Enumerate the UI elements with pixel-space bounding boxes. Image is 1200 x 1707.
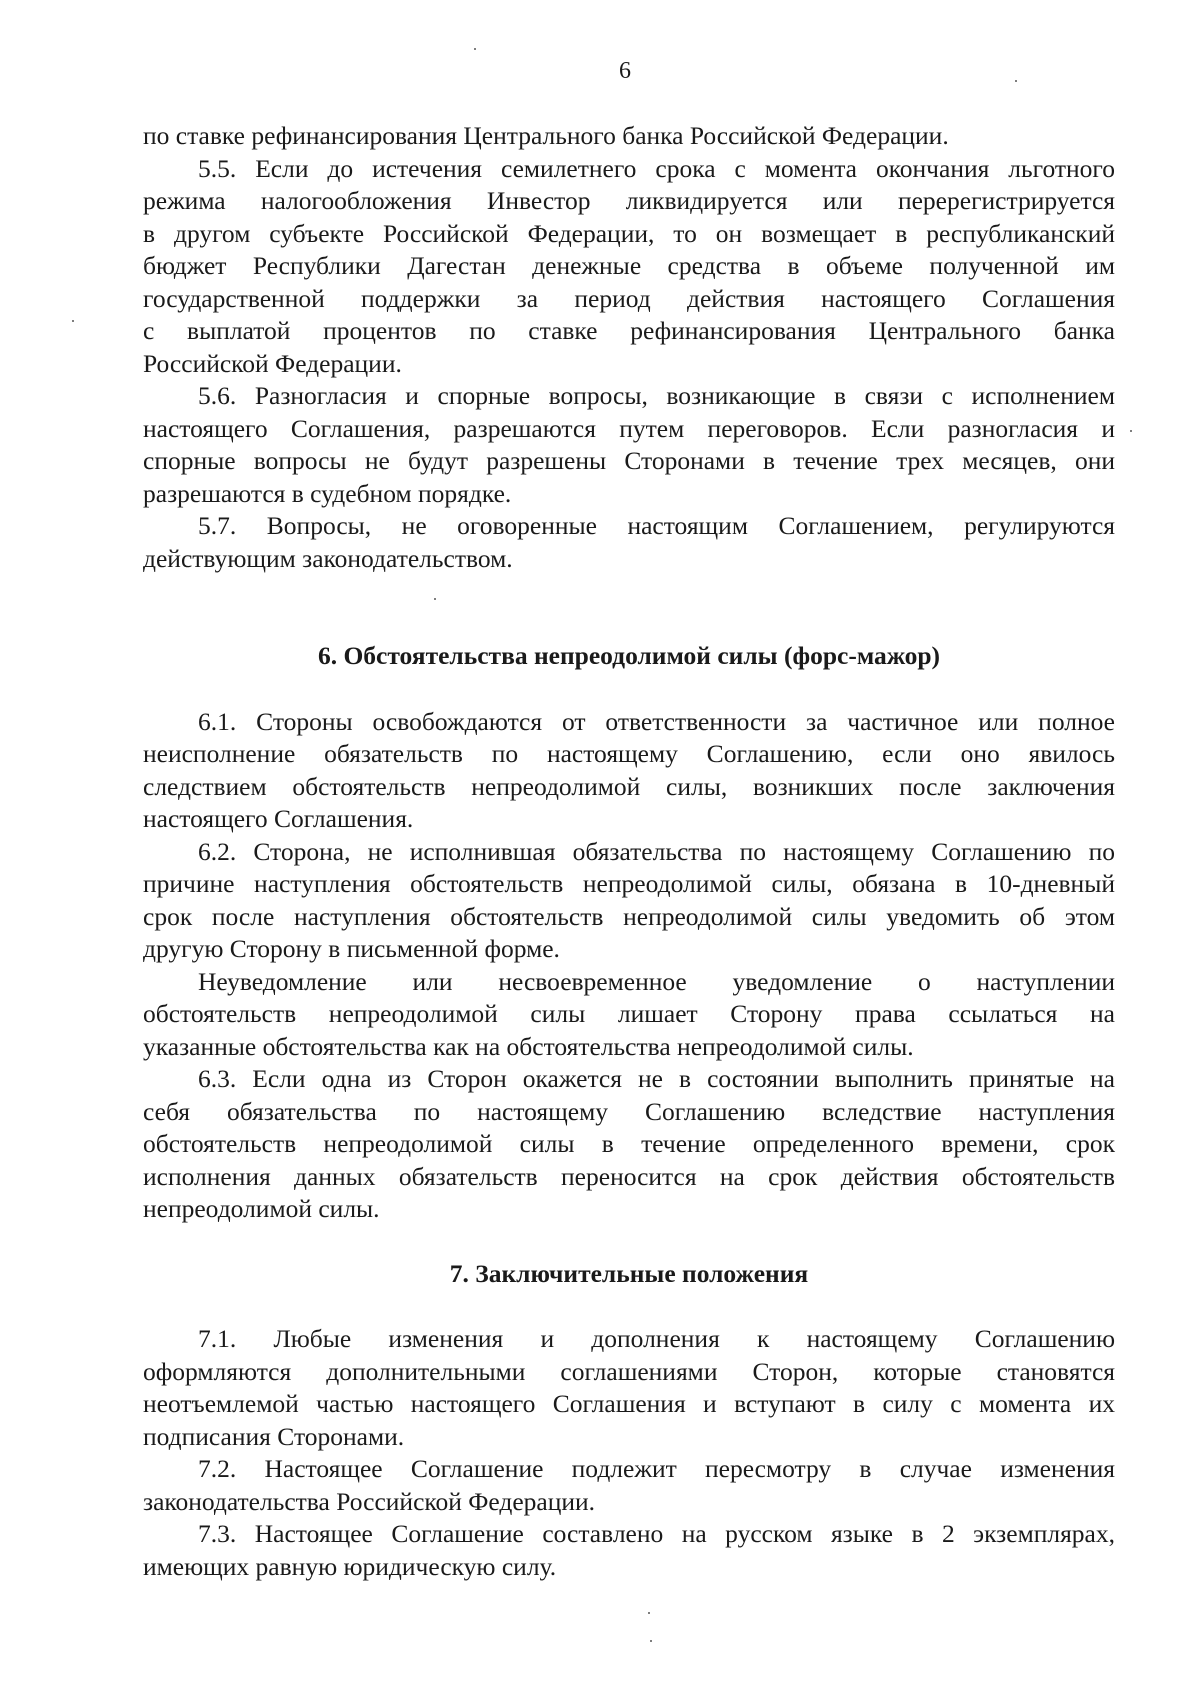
scan-speck bbox=[650, 1640, 652, 1642]
paragraph-6-2-notice bbox=[143, 966, 1115, 1064]
paragraph-5-7 bbox=[143, 510, 1115, 575]
text-line: 6.1. Стороны освобождаются от ответственности за частичное или полное bbox=[198, 706, 1115, 736]
text-line: неисполнение обязательств по настоящему Соглашению, если оно явилось bbox=[143, 739, 1115, 768]
text-line: законодательства Российской Федерации. bbox=[143, 1486, 596, 1516]
text-line: разрешаются в судебном порядке. bbox=[143, 478, 512, 508]
text-line: неотъемлемой частью настоящего Соглашения и вступают в силу с момента их bbox=[143, 1389, 1115, 1418]
page-number: 6 bbox=[619, 58, 631, 84]
section-spacer bbox=[143, 1290, 1115, 1323]
text-line: действующим законодательством. bbox=[143, 543, 513, 573]
section-spacer bbox=[143, 673, 1115, 706]
text-line: Неуведомление или несвоевременное уведомление о наступлении bbox=[198, 966, 1115, 996]
section-spacer bbox=[143, 575, 1115, 640]
text-line: следствием обстоятельств непреодолимой силы, возникших после заключения bbox=[143, 771, 1115, 801]
section-7-title: 7. Заключительные положения bbox=[449, 1258, 809, 1288]
paragraph-6-1 bbox=[143, 706, 1115, 836]
paragraph-5-4-tail bbox=[143, 120, 1115, 153]
paragraph-7-2 bbox=[143, 1453, 1115, 1518]
scan-speck bbox=[1130, 430, 1132, 432]
text-line: указанные обстоятельства как на обстоятельства непреодолимой силы. bbox=[143, 1031, 914, 1061]
text-line: государственной поддержки за период действия настоящего Соглашения bbox=[143, 283, 1115, 313]
text-line: причине наступления обстоятельств непреодолимой силы, обязана в 10-дневный bbox=[143, 869, 1115, 898]
paragraph-5-6 bbox=[143, 380, 1115, 510]
text-line: подписания Сторонами. bbox=[143, 1421, 405, 1451]
text-line: 7.1. Любые изменения и дополнения к настоящему Соглашению bbox=[198, 1324, 1115, 1353]
text-line: 7.2. Настоящее Соглашение подлежит пересмотру в случае изменения bbox=[198, 1454, 1115, 1483]
text-line: Российской Федерации. bbox=[143, 348, 402, 378]
scan-speck bbox=[474, 48, 476, 50]
paragraph-7-3 bbox=[143, 1518, 1115, 1583]
text-line: 6.3. Если одна из Сторон окажется не в состоянии выполнить принятые на bbox=[198, 1064, 1115, 1093]
paragraph-6-2 bbox=[143, 836, 1115, 966]
paragraph-7-1 bbox=[143, 1323, 1115, 1453]
text-line: в другом субъекте Российской Федерации, то он возмещает в республиканский bbox=[143, 218, 1115, 248]
text-line: исполнения данных обязательств переносится на срок действия обстоятельств bbox=[143, 1161, 1115, 1191]
text-line: 5.7. Вопросы, не оговоренные настоящим Соглашением, регулируются bbox=[198, 511, 1115, 540]
text-line: 5.6. Разногласия и спорные вопросы, возникающие в связи с исполнением bbox=[198, 381, 1115, 410]
text-line: 5.5. Если до истечения семилетнего срока с момента окончания льготного bbox=[198, 153, 1115, 183]
text-line: 7.3. Настоящее Соглашение составлено на русском языке в 2 экземплярах, bbox=[198, 1519, 1115, 1548]
text-line: непреодолимой силы. bbox=[143, 1194, 380, 1223]
scan-speck bbox=[434, 598, 436, 600]
text-line: себя обязательства по настоящему Соглашению вследствие наступления bbox=[143, 1096, 1115, 1126]
paragraph-6-3 bbox=[143, 1063, 1115, 1226]
text-line: 6.2. Сторона, не исполнившая обязательства по настоящему Соглашению по bbox=[198, 836, 1115, 866]
scan-speck bbox=[648, 1612, 650, 1614]
text-line: срок после наступления обстоятельств непреодолимой силы уведомить об этом bbox=[143, 901, 1115, 931]
text-line: другую Сторону в письменной форме. bbox=[143, 934, 560, 963]
paragraph-5-5 bbox=[143, 153, 1115, 381]
section-6-title: 6. Обстоятельства непреодолимой силы (форс-мажор) bbox=[317, 641, 941, 670]
text-line: настоящего Соглашения, разрешаются путем переговоров. Если разногласия и bbox=[143, 413, 1115, 443]
text-line: по ставке рефинансирования Центрального банка Российской Федерации. bbox=[143, 121, 949, 150]
scan-speck bbox=[1015, 80, 1017, 82]
text-line: имеющих равную юридическую силу. bbox=[143, 1551, 557, 1581]
text-line: настоящего Соглашения. bbox=[143, 804, 414, 833]
text-line: обстоятельств непреодолимой силы в течение определенного времени, срок bbox=[143, 1129, 1115, 1158]
scan-speck bbox=[72, 320, 74, 322]
text-line: обстоятельств непреодолимой силы лишает Сторону права ссылаться на bbox=[143, 999, 1115, 1028]
section-spacer bbox=[143, 1226, 1115, 1258]
document-body bbox=[143, 120, 1115, 1583]
text-line: с выплатой процентов по ставке рефинансирования Центрального банка bbox=[143, 316, 1115, 345]
text-line: оформляются дополнительными соглашениями Сторон, которые становятся bbox=[143, 1356, 1115, 1386]
text-line: спорные вопросы не будут разрешены Сторонами в течение трех месяцев, они bbox=[143, 446, 1115, 475]
text-line: режима налогообложения Инвестор ликвидируется или перерегистрируется bbox=[143, 186, 1115, 215]
text-line: бюджет Республики Дагестан денежные средства в объеме полученной им bbox=[143, 251, 1115, 280]
